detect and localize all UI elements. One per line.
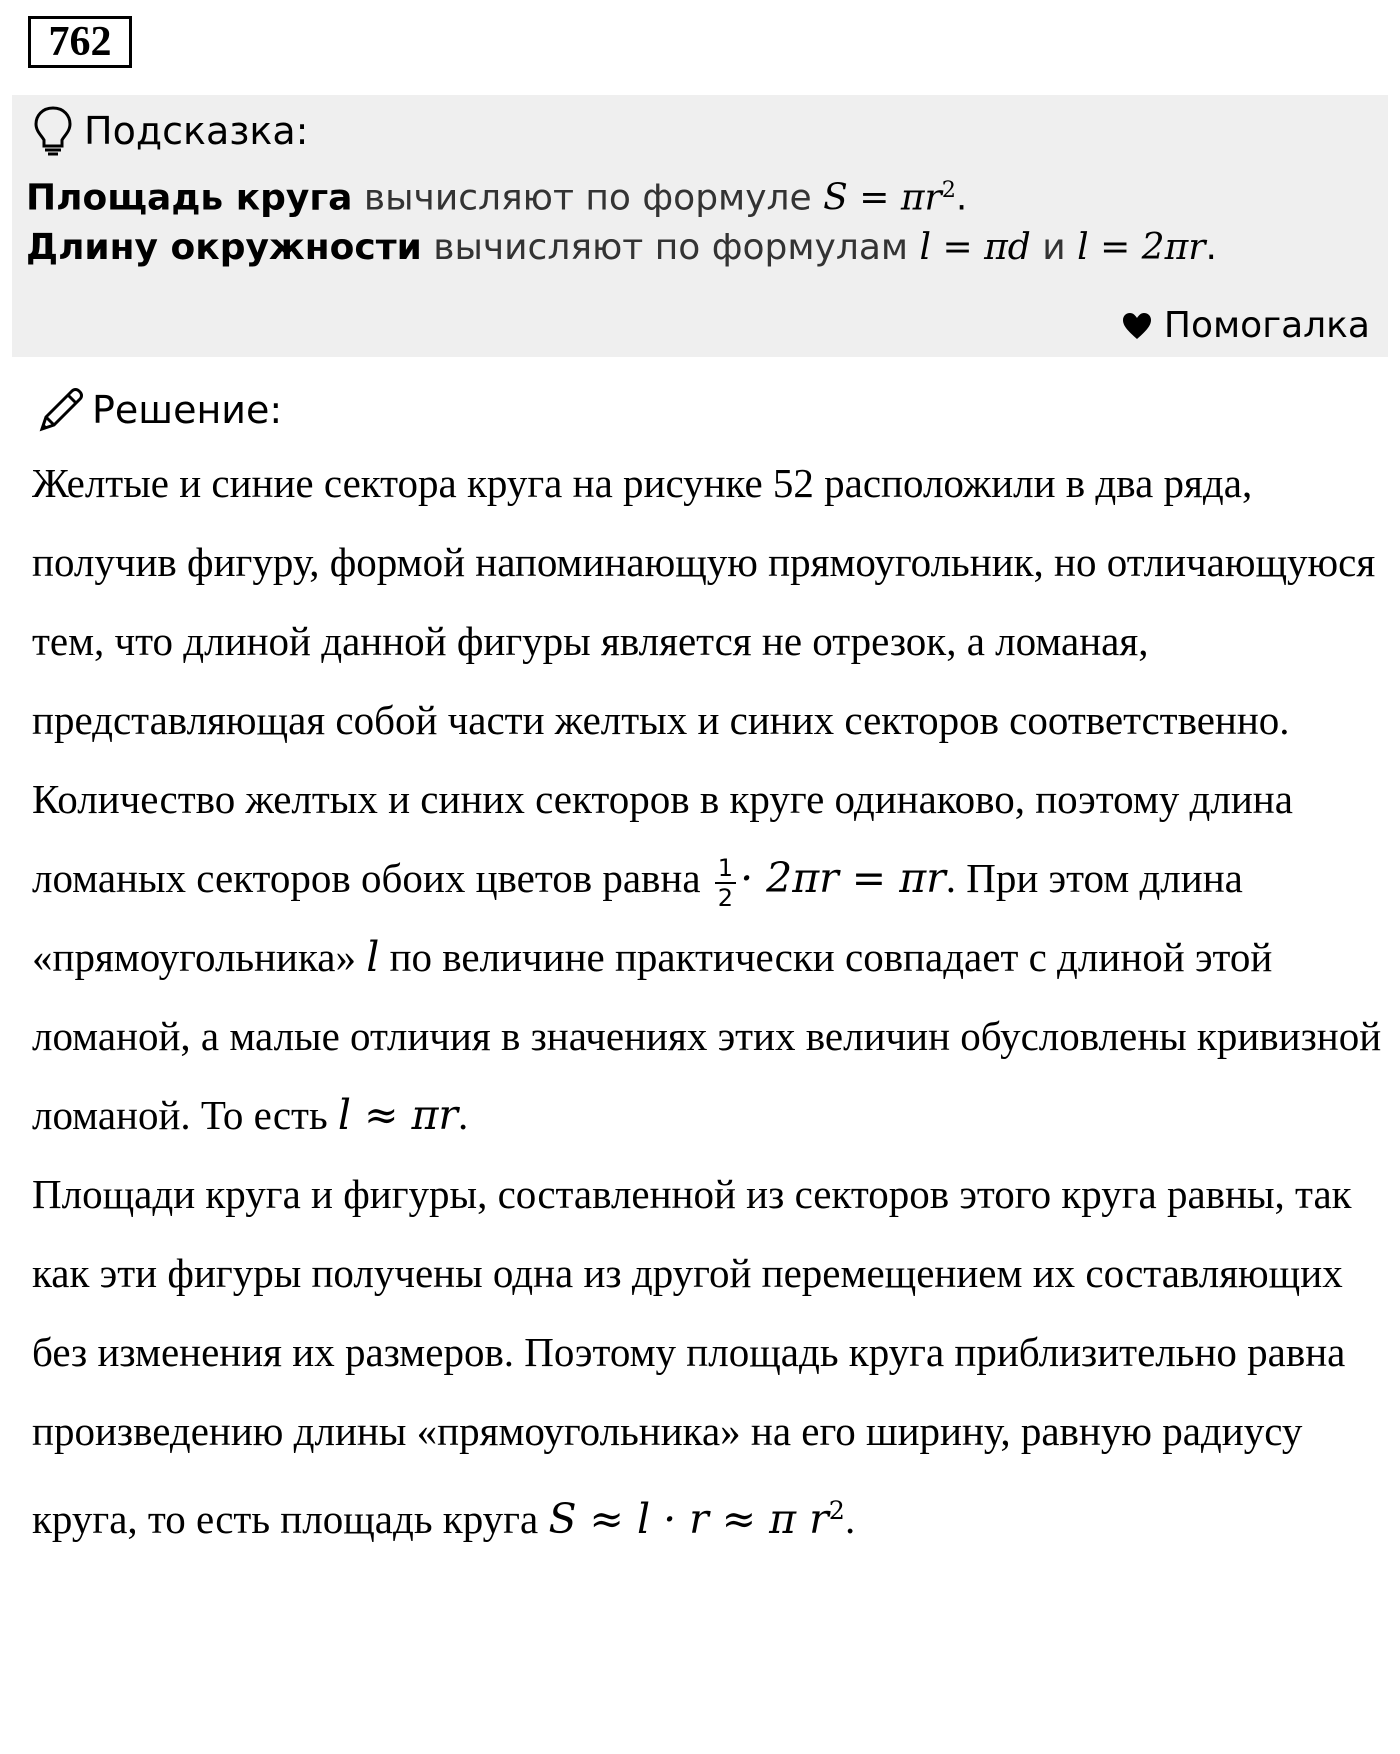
hint-formula-area: S = πr <box>823 177 942 219</box>
fraction-one-half <box>715 854 736 912</box>
hint-box <box>12 95 1388 357</box>
hint-text-circumference: вычисляют по формулам <box>421 227 920 268</box>
hint-conjunction: и <box>1030 227 1078 268</box>
hint-text-area: вычисляют по формуле <box>352 177 824 219</box>
p2-end: . <box>844 1495 856 1542</box>
p1-text-c: по величине практически совпадает с длиной этой ломаной, а малые отличия в значениях этих величин обусловлены кривизной ломаной. То есть <box>32 934 1382 1138</box>
hint-line-circumference-end: . <box>1205 227 1217 268</box>
hint-header <box>32 103 308 159</box>
solution-header <box>34 382 282 438</box>
solution-paragraph-2 <box>32 1155 1382 1559</box>
p2-formula-exp: 2 <box>828 1495 845 1525</box>
brand-name: Помогалка <box>1163 305 1370 346</box>
hint-term-area: Площадь круга <box>26 177 353 219</box>
hint-formula-circumference-2: l = 2πr <box>1077 227 1206 268</box>
p2-formula-area: S ≈ l · r ≈ π r <box>548 1494 829 1543</box>
p1-text-a: Желтые и синие сектора круга на рисунке 52 расположили в два ряда, получив фигуру, формой напоминающую прямоугольник, но отличающуюся тем, что длиной данной фигуры является не отрезок, а ломаная, представляющая собой части желтых и синих секторов соответственно. Количество желтых и синих секторов в круге одинаково, поэтому длина ломаных секторов обоих цветов равна <box>32 460 1376 901</box>
hint-title: Подсказка: <box>84 109 309 153</box>
heart-icon <box>1122 312 1152 340</box>
fraction-numerator: 1 <box>715 854 736 884</box>
brand-label <box>1122 305 1370 346</box>
hint-formula-circumference-1: l = πd <box>919 227 1031 268</box>
solution-paragraph-1 <box>32 444 1382 1155</box>
hint-term-circumference: Длину окружности <box>26 227 422 268</box>
p1-formula-approx: l ≈ πr <box>337 1091 458 1139</box>
p1-end: . <box>458 1092 469 1138</box>
p1-symbol-l: l <box>366 933 380 981</box>
hint-line-area <box>26 177 967 218</box>
lightbulb-icon <box>32 105 74 157</box>
task-number: 762 <box>28 16 132 68</box>
hint-line-circumference <box>26 227 1217 268</box>
pencil-icon <box>34 383 88 437</box>
fraction-denominator: 2 <box>717 883 734 912</box>
p1-text-b: . При этом длина «прямоугольника» <box>32 855 1243 980</box>
solution-title: Решение: <box>92 388 283 432</box>
p1-formula-length: · 2πr = πr <box>740 854 946 902</box>
p2-text-a: Площади круга и фигуры, составленной из секторов этого круга равны, так как эти фигуры получены одна из другой перемещением их составляющих без изменения их размеров. Поэтому площадь круга приблизительно равна произведению длины «прямоугольника» на его ширину, равную радиусу круга, то есть площадь круга <box>32 1171 1352 1542</box>
hint-line-area-end: . <box>955 177 968 219</box>
hint-formula-area-exp: 2 <box>941 177 956 203</box>
solution-body <box>32 444 1382 1559</box>
